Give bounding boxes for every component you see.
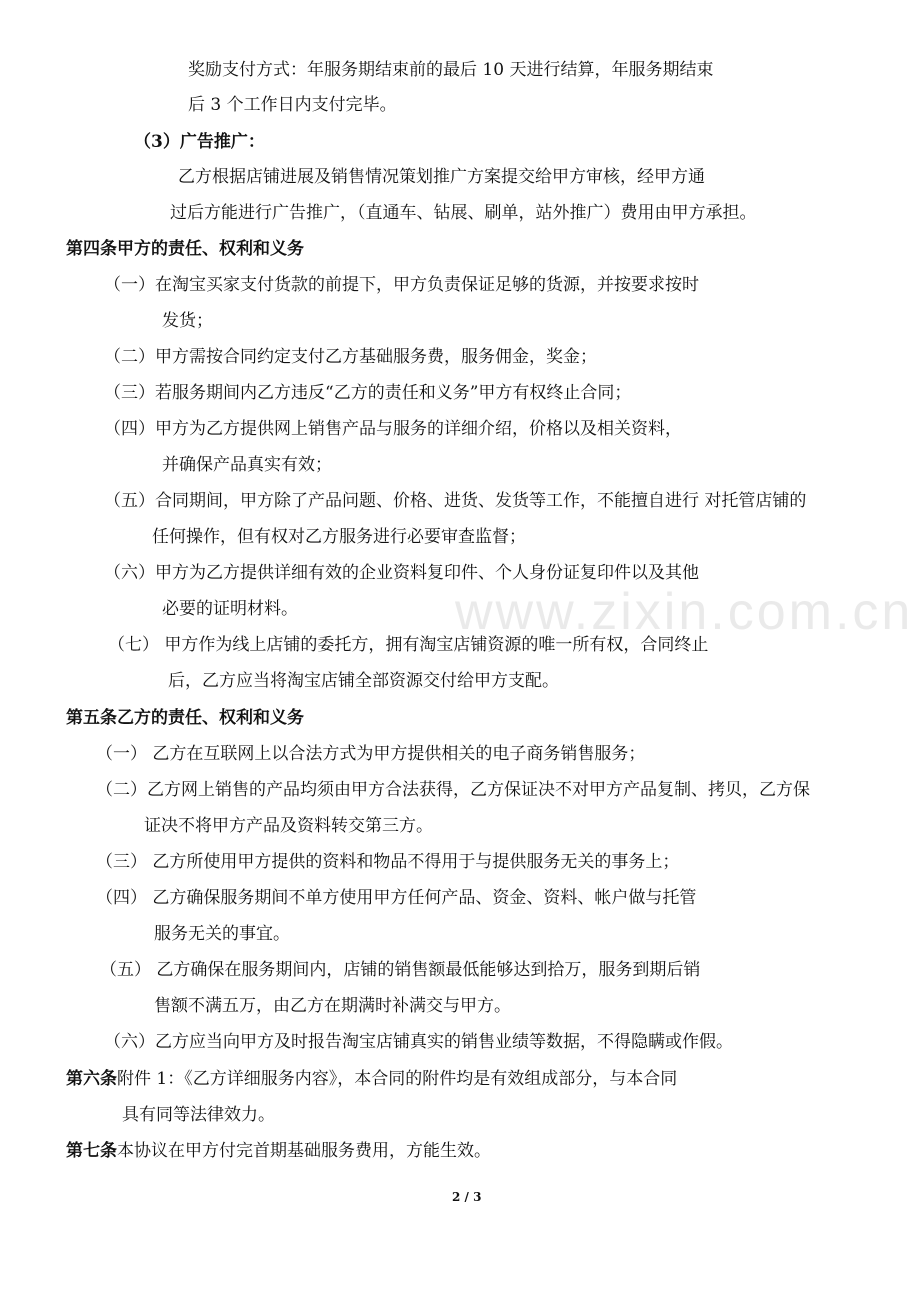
article-6-cont: 具有同等法律效力。 — [122, 1105, 275, 1125]
article-4-item-5-cont: 任何操作，但有权对乙方服务进行必要审查监督； — [152, 527, 526, 547]
article-5-heading: 第五条乙方的责任、权利和义务 — [66, 708, 304, 728]
article-4-item-6-cont: 必要的证明材料。 — [162, 599, 298, 619]
article-7-heading: 第七条 — [66, 1141, 117, 1161]
article-4-heading: 第四条甲方的责任、权利和义务 — [66, 239, 304, 259]
watermark: www.zixin.com.cn — [455, 583, 914, 641]
article-4-item-6: （六）甲方为乙方提供详细有效的企业资料复印件、个人身份证复印件以及其他 — [104, 563, 699, 583]
article-4-item-2: （二）甲方需按合同约定支付乙方基础服务费，服务佣金，奖金； — [104, 347, 597, 367]
article-4-item-1: （一）在淘宝买家支付货款的前提下，甲方负责保证足够的货源，并按要求按时 — [104, 275, 699, 295]
article-5-item-4: （四） 乙方确保服务期间不单方使用甲方任何产品、资金、资料、帐户做与托管 — [96, 888, 697, 908]
article-5-item-3: （三） 乙方所使用甲方提供的资料和物品不得用于与提供服务无关的事务上； — [96, 852, 680, 872]
article-4-item-4-cont: 并确保产品真实有效； — [162, 455, 332, 475]
bonus-payment-line-2: 后 3 个工作日内支付完毕。 — [188, 95, 397, 115]
article-5-item-2-cont: 证决不将甲方产品及资料转交第三方。 — [144, 816, 433, 836]
article-5-item-5: （五） 乙方确保在服务期间内，店铺的销售额最低能够达到拾万，服务到期后销 — [100, 960, 701, 980]
article-6-heading: 第六条 — [66, 1069, 117, 1089]
article-5-item-2: （二）乙方网上销售的产品均须由甲方合法获得，乙方保证决不对甲方产品复制、拷贝，乙方保 — [96, 780, 810, 800]
bonus-payment-line-1: 奖励支付方式：年服务期结束前的最后 10 天进行结算，年服务期结束 — [188, 60, 714, 80]
article-6-text: 附件 1：《乙方详细服务内容》，本合同的附件均是有效组成部分，与本合同 — [117, 1069, 678, 1089]
article-7-text: 本协议在甲方付完首期基础服务费用，方能生效。 — [117, 1141, 491, 1161]
article-5-item-6: （六）乙方应当向甲方及时报告淘宝店铺真实的销售业绩等数据，不得隐瞒或作假。 — [104, 1032, 733, 1052]
article-4-item-4: （四）甲方为乙方提供网上销售产品与服务的详细介绍，价格以及相关资料， — [104, 419, 682, 439]
page-number: 2 / 3 — [452, 1190, 482, 1204]
article-4-item-7: （七） 甲方作为线上店铺的委托方，拥有淘宝店铺资源的唯一所有权，合同终止 — [108, 635, 709, 655]
article-4-item-5: （五）合同期间，甲方除了产品问题、价格、进货、发货等工作，不能擅自进行 对托管店铺的 — [104, 491, 807, 511]
article-4-item-1-cont: 发货； — [162, 311, 213, 331]
ad-promotion-line-1: 乙方根据店铺进展及销售情况策划推广方案提交给甲方审核，经甲方通 — [178, 167, 705, 187]
article-5-item-1: （一） 乙方在互联网上以合法方式为甲方提供相关的电子商务销售服务； — [96, 744, 646, 764]
ad-promotion-heading: （3）广告推广： — [134, 132, 265, 152]
article-6-line — [66, 1067, 677, 1091]
article-5-item-5-cont: 售额不满五万，由乙方在期满时补满交与甲方。 — [154, 996, 511, 1016]
article-7-line — [66, 1139, 491, 1163]
article-4-item-3: （三）若服务期间内乙方违反“乙方的责任和义务”甲方有权终止合同； — [104, 383, 632, 403]
ad-promotion-line-2: 过后方能进行广告推广，（直通车、钻展、刷单，站外推广）费用由甲方承担。 — [170, 203, 757, 223]
article-4-item-7-cont: 后，乙方应当将淘宝店铺全部资源交付给甲方支配。 — [168, 671, 559, 691]
article-5-item-4-cont: 服务无关的事宜。 — [154, 924, 290, 944]
